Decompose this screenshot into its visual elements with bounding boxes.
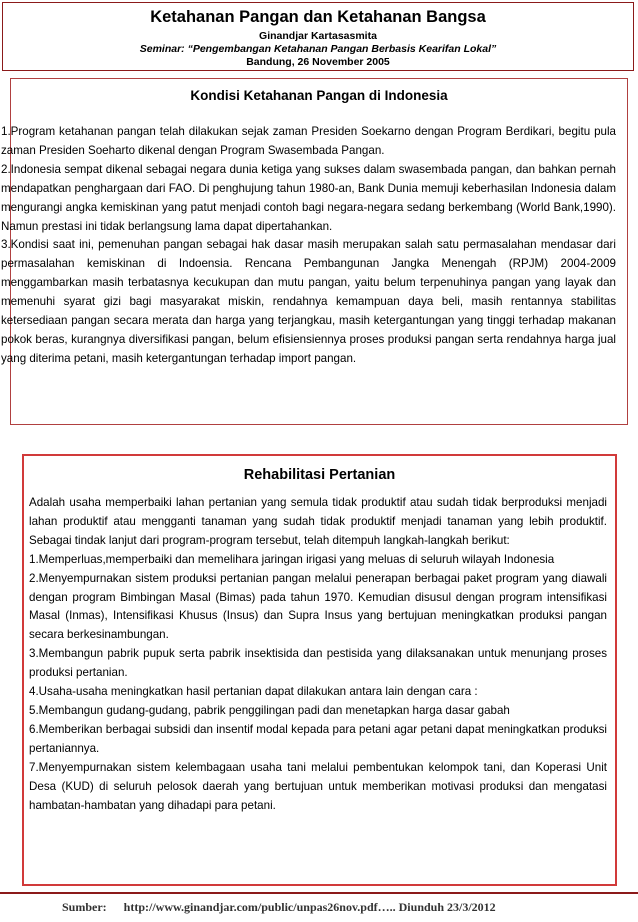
event-date: Bandung, 26 November 2005 bbox=[246, 56, 390, 68]
paragraph: 1.Memperluas,memperbaiki dan memelihara jaringan irigasi yang meluas di seluruh wilayah Indonesia bbox=[29, 552, 555, 566]
section-title: Rehabilitasi Pertanian bbox=[243, 467, 396, 483]
paragraph: 4.Usaha-usaha meningkatkan hasil pertanian dapat dilakukan antara lain dengan cara : bbox=[29, 685, 478, 699]
seminar-title: “Pengembangan Ketahanan Pangan Berbasis Kearifan Lokal” bbox=[187, 43, 497, 55]
paragraph: 5.Membangun gudang-gudang, pabrik penggilingan padi dan menetapkan harga dasar gabah bbox=[29, 703, 510, 717]
document-header bbox=[2, 2, 634, 71]
paragraph: 6.Memberikan berbagai subsidi dan insentif modal kepada para petani agar petani dapat meningkatkan produksi pertaniannya. bbox=[29, 722, 607, 755]
section-body bbox=[29, 494, 607, 815]
section-food-security bbox=[1, 78, 628, 425]
source-footer bbox=[0, 892, 638, 922]
source-url: http://www.ginandjar.com/public/unpas26nov.pdf….. Diunduh 23/3/2012 bbox=[123, 900, 496, 914]
section-body bbox=[1, 123, 616, 369]
document-title: Ketahanan Pangan dan Ketahanan Bangsa bbox=[150, 8, 486, 26]
source-label: Sumber: bbox=[62, 900, 107, 914]
paragraph: 3.Kondisi saat ini, pemenuhan pangan sebagai hak dasar masih merupakan salah satu permasalahan mendasar dari permasalahan kemiskinan di Indoensia. Rencana Pembangunan Jangka Menengah (RPJM) 2004-2009 menggambarkan masih terbatasnya kecukupan dan mutu pangan, yaitu belum terpenuhinya pangan yang layak dan memenuhi syarat gizi bagi masyarakat miskin, rendahnya kemampuan daya beli, masih rentannya stabilitas ketersediaan pangan secara merata dan harga yang terjangkau, masih ketergantungan yang tinggi terhadap makanan pokok beras, kurangnya diversifikasi pangan, belum efisiensiennya proses produksi pangan serta rendahnya harga jual yang diterima petani, masih ketergantungan terhadap import pangan. bbox=[1, 238, 616, 365]
paragraph: Adalah usaha memperbaiki lahan pertanian yang semula tidak produktif atau sudah tidak berproduksi menjadi lahan produktif atau mengganti tanaman yang sudah tidak produktif menjadi tanaman yang lebih produktif. Sebagai tindak lanjut dari program-program tersebut, telah ditempuh langkah-langkah berikut: bbox=[29, 496, 607, 547]
paragraph: 3.Membangun pabrik pupuk serta pabrik insektisida dan pestisida yang dilaksanakan untuk menunjang proses produksi pertanian. bbox=[29, 647, 607, 680]
seminar-label: Seminar: bbox=[139, 43, 185, 55]
paragraph: 1.Program ketahanan pangan telah dilakukan sejak zaman Presiden Soekarno dengan Program Berdikari, begitu pula zaman Presiden Soeharto dikenal dengan Program Swasembada Pangan. bbox=[1, 125, 616, 157]
paragraph: 2.Indonesia sempat dikenal sebagai negara dunia ketiga yang sukses dalam swasembada pangan, dan bahkan pernah mendapatkan penghargaan dari FAO. Di penghujung tahun 1980-an, Bank Dunia memuji keberhasilan Indonesia dalam mengurangi angka kemiskinan yang patut menjadi contoh bagi negara-negara sedang berkembang (World Bank,1990). Namun prestasi ini tidak berlangsung lama dapat dipertahankan. bbox=[1, 162, 616, 233]
paragraph: 7.Menyempurnakan sistem kelembagaan usaha tani melalui pembentukan kelompok tani, dan Koperasi Unit Desa (KUD) di seluruh pelosok daerah yang bertujuan untuk memberikan motivasi produksi dan mengatasi hambatan-hambatan yang dihadapi para petani. bbox=[29, 760, 607, 812]
seminar-line bbox=[3, 43, 633, 56]
paragraph: 2.Menyempurnakan sistem produksi pertanian pangan melalui penerapan berbagai paket program yang diawali dengan program Bimbingan Masal (Bimas) pada tahun 1970. Kemudian disusul dengan program intensifikasi Masal (Inmas), Intensifikasi Khusus (Insus) dan Supra Insus yang bertujuan meningkatkan produksi pangan secara berkesinambungan. bbox=[29, 571, 607, 642]
author-name: Ginandjar Kartasasmita bbox=[259, 30, 377, 42]
section-title: Kondisi Ketahanan Pangan di Indonesia bbox=[190, 88, 448, 103]
section-agri-rehab bbox=[22, 454, 617, 886]
